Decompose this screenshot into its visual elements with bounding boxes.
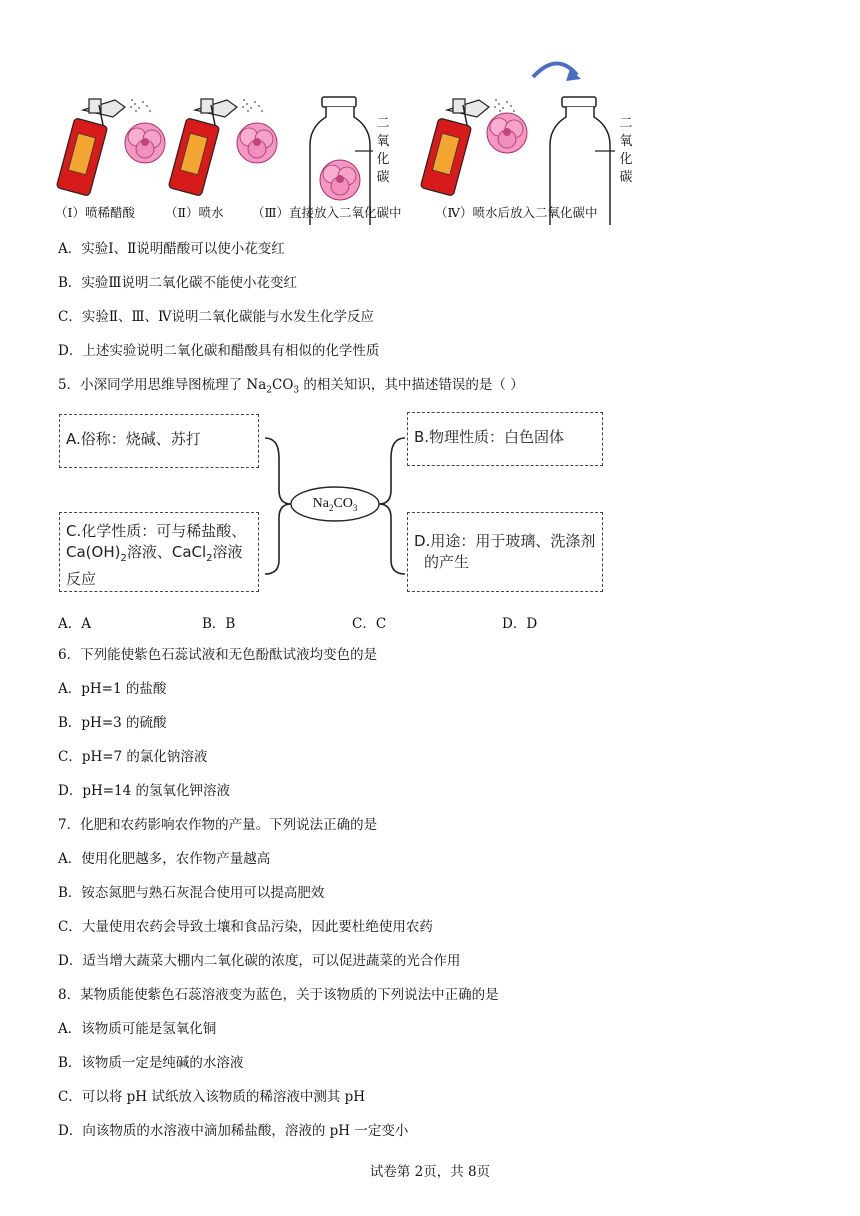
q5-stem-text: 的相关知识，其中描述错误的是（ ） [299,377,524,393]
box-c-line2 [66,542,252,569]
q6-option-b: B．pH=3 的硫酸 [58,715,167,731]
caption-iii: （Ⅲ）直接放入二氧化碳中 [252,205,402,220]
q5-answer-c: C．C [352,616,387,632]
co2-char: 二 [619,116,633,131]
q8-option-b: B．该物质一定是纯碱的水溶液 [58,1055,244,1071]
q7-stem: 7．化肥和农药影响农作物的产量。下列说法正确的是 [58,817,378,833]
mind-map-box-c [59,512,259,592]
q7-option-b: B．铵态氮肥与熟石灰混合使用可以提高肥效 [58,885,325,901]
box-c-text: 溶液 [212,543,243,561]
q4-option-b: B．实验Ⅲ说明二氧化碳不能使小花变红 [58,275,297,291]
mind-map-box-b [407,412,603,466]
q5-stem-text: CO [271,377,294,393]
q4-option-a: A．实验Ⅰ、Ⅱ说明醋酸可以使小花变红 [58,241,285,257]
q8-option-d: D．向该物质的水溶液中滴加稀盐酸，溶液的 pH 一定变小 [58,1123,409,1139]
q7-option-a: A．使用化肥越多，农作物产量越高 [58,851,271,867]
box-c-text: Ca(OH) [66,543,121,561]
co2-char: 氧 [619,134,633,149]
q5-answer-b: B．B [202,616,236,632]
mind-map-box-d [407,512,603,592]
q5-answers [58,612,618,630]
experiment-illustration [55,55,645,225]
box-c-line1: C.化学性质：可与稀盐酸、 [66,522,247,540]
co2-char: 化 [376,152,390,167]
q8-option-c: C．可以将 pH 试纸放入该物质的稀溶液中测其 pH [58,1089,366,1105]
co2-char: 氧 [376,134,390,149]
q5-stem-text: 5．小深同学用思维导图梳理了 Na [58,377,267,393]
caption-iv: （Ⅳ）喷水后放入二氧化碳中 [435,205,598,220]
q7-option-c: C．大量使用农药会导致土壤和食品污染，因此要杜绝使用农药 [58,919,433,935]
experiment-figure [55,55,645,225]
q5-stem-sub: 2 [266,385,272,396]
center-sub: 3 [352,502,358,513]
box-a-text: A.俗称：烧碱、苏打 [66,430,201,448]
page-footer: 试卷第 2页，共 8页 [369,1164,491,1180]
q5-stem [58,376,524,400]
q8-stem: 8．某物质能使紫色石蕊溶液变为蓝色，关于该物质的下列说法中正确的是 [58,987,499,1003]
box-c-sub: 2 [120,553,127,564]
q4-option-c: C．实验Ⅱ、Ⅲ、Ⅳ说明二氧化碳能与水发生化学反应 [58,309,375,325]
co2-char: 化 [619,152,633,167]
q6-option-c: C．pH=7 的氯化钠溶液 [58,749,208,765]
box-d-line1: D.用途：用于玻璃、洗涤剂 [414,532,596,550]
co2-char: 二 [376,116,390,131]
center-text: Na [312,496,329,511]
box-c-line3: 反应 [66,570,97,588]
q8-option-a: A．该物质可能是氢氧化铜 [58,1021,217,1037]
box-d-line2: 的产生 [424,553,470,571]
q4-option-d: D．上述实验说明二氧化碳和醋酸具有相似的化学性质 [58,343,380,359]
box-b-text: B.物理性质：白色固体 [414,428,565,446]
q6-option-d: D．pH=14 的氢氧化钾溶液 [58,783,231,799]
q5-answer-a: A．A [58,616,91,632]
q7-option-d: D．适当增大蔬菜大棚内二氧化碳的浓度，可以促进蔬菜的光合作用 [58,953,461,969]
co2-char: 碳 [376,170,390,185]
mind-map [55,408,615,598]
q5-answer-d: D．D [502,616,538,632]
q6-stem: 6．下列能使紫色石蕊试液和无色酚酞试液均变色的是 [58,647,378,663]
center-sub: 2 [328,502,334,513]
caption-i: （Ⅰ）喷稀醋酸 [55,205,135,220]
co2-char: 碳 [619,170,633,185]
center-text: CO [333,496,353,511]
mind-map-box-a [59,414,259,468]
caption-ii: （Ⅱ）喷水 [165,205,224,220]
mind-map-center [291,494,379,518]
co2-label-iii [375,115,391,187]
box-c-sub: 2 [206,553,213,564]
q5-stem-sub: 3 [293,385,300,396]
q6-option-a: A．pH=1 的盐酸 [58,681,167,697]
co2-label-iv [618,115,634,187]
box-c-text: 溶液、CaCl [126,543,207,561]
